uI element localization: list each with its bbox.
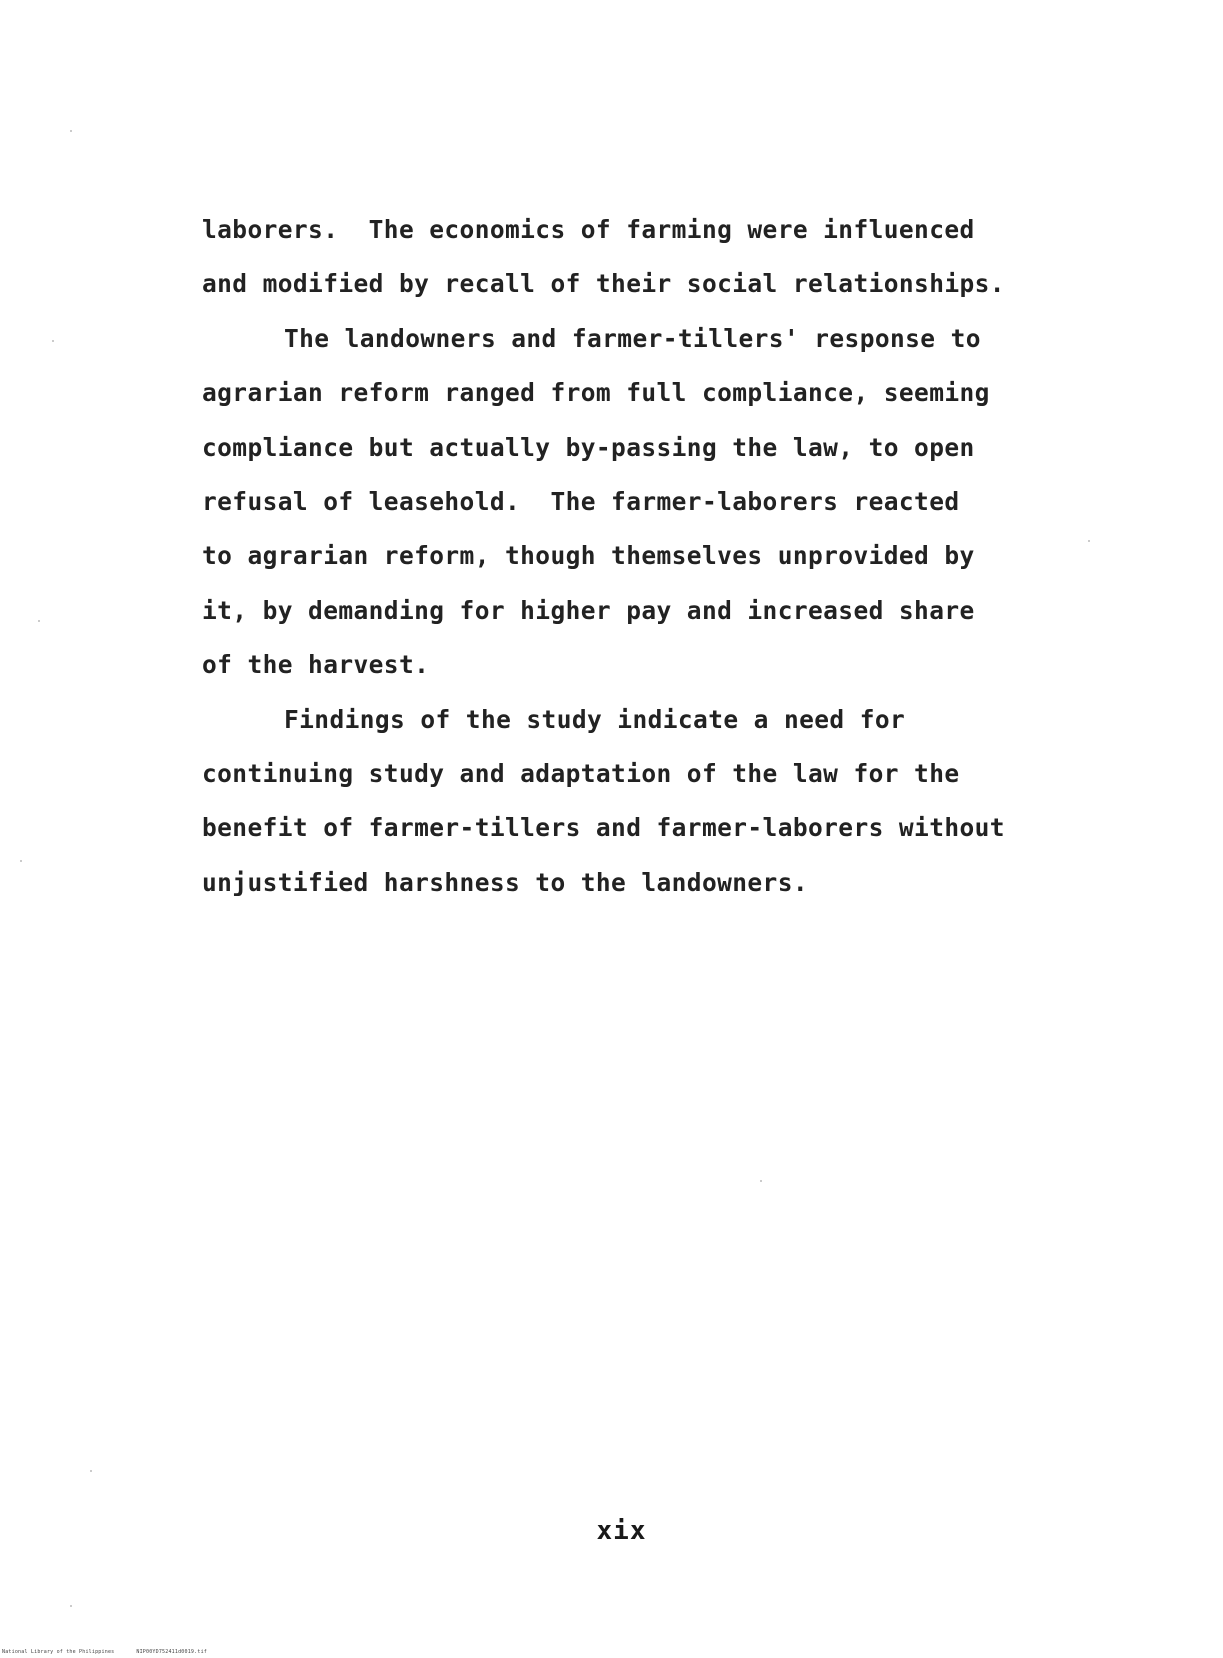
text-line: of the harvest. [202,650,430,680]
text-line: unjustified harshness to the landowners. [202,867,809,897]
paragraph-start-line: The landowners and farmer-tillers' response to [284,323,981,353]
page-number: xix [596,1516,647,1546]
scan-speck [52,340,54,342]
scan-speck [20,860,22,862]
text-line: to agrarian reform, though themselves unprovided by [202,541,975,571]
scan-footer [2,1649,229,1655]
text-line: it, by demanding for higher pay and increased share [202,595,975,625]
text-line: refusal of leasehold. The farmer-laborers reacted [202,486,960,516]
scan-speck [760,1180,762,1182]
text-line: benefit of farmer-tillers and farmer-laborers without [202,813,1005,843]
footer-file-id: NIP00YD752411d0019.tif [136,1649,207,1655]
body-text [202,203,1102,910]
scan-speck [70,1605,72,1607]
text-line: and modified by recall of their social relationships. [202,269,1005,299]
paragraph-start-line: Findings of the study indicate a need for [284,704,906,734]
scan-speck [90,1470,92,1472]
footer-library: National Library of the Philippines [2,1649,115,1655]
text-line: agrarian reform ranged from full compliance, seeming [202,378,990,408]
scan-speck [1088,540,1090,542]
scan-speck [38,620,40,622]
text-line: laborers. The economics of farming were influenced [202,215,975,244]
text-line: continuing study and adaptation of the law for the [202,758,960,788]
text-line: compliance but actually by-passing the law, to open [202,432,975,462]
scan-speck [70,130,72,132]
